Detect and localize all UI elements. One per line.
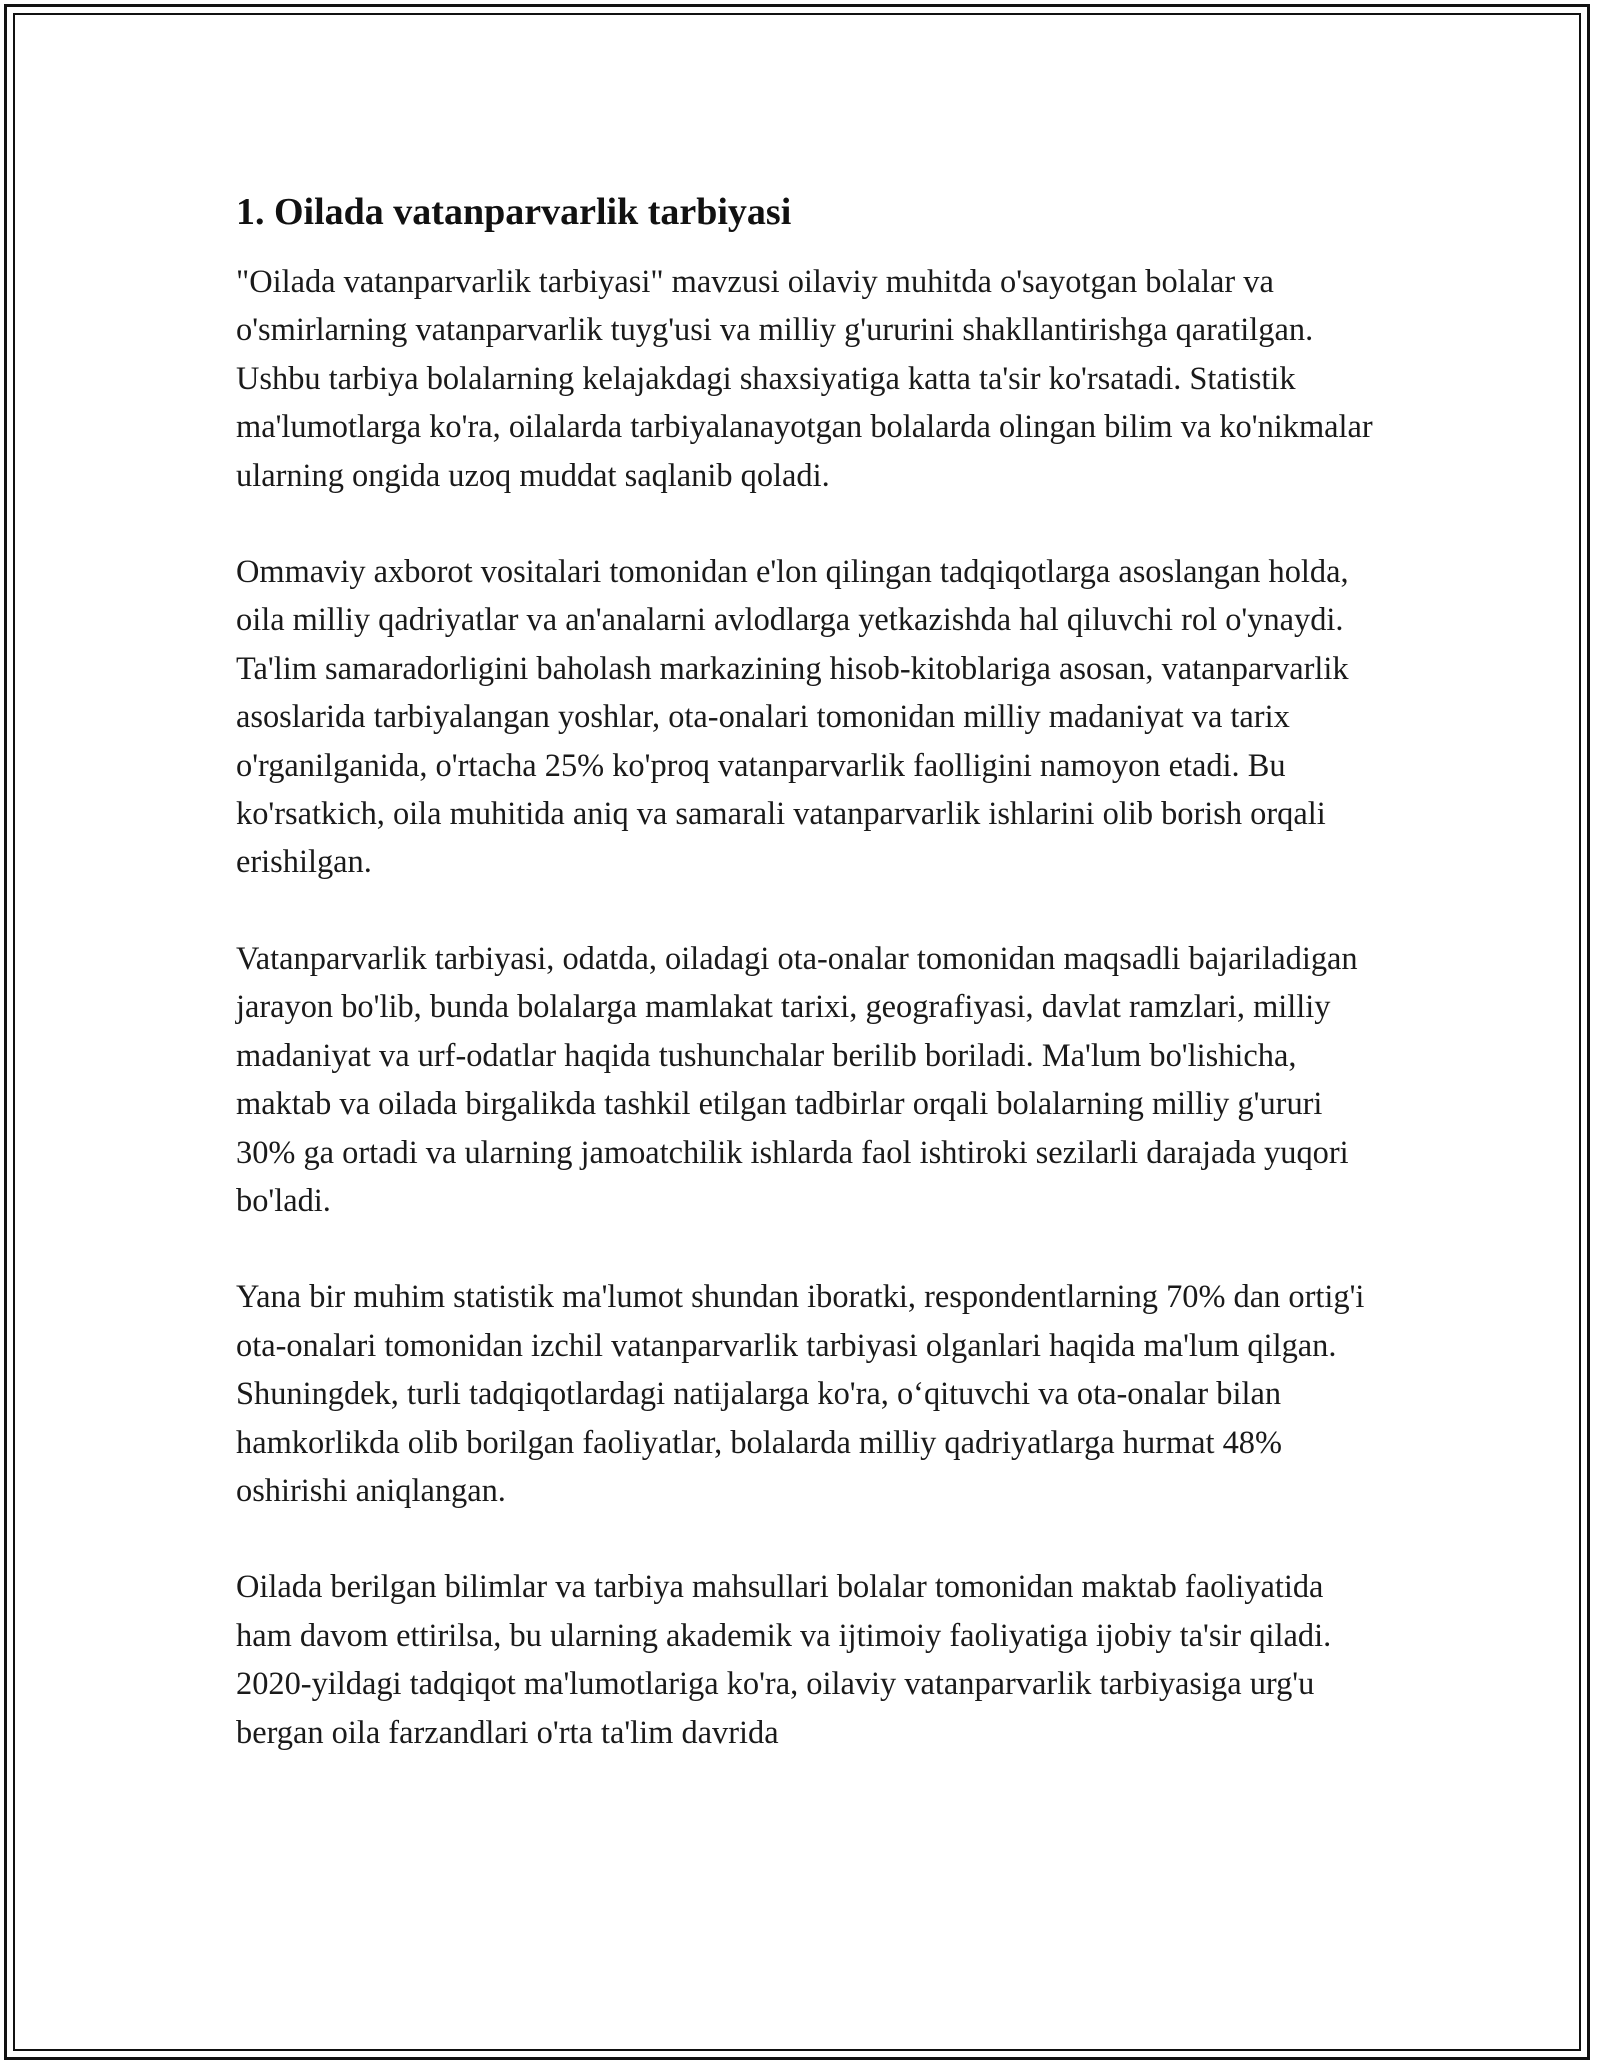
paragraph-5: Oilada berilgan bilimlar va tarbiya mahsullari bolalar tomonidan maktab faoliyatida ham davom ettirilsa, bu ularning akademik va ijtimoiy faoliyatiga ijobiy ta'sir qiladi. 2020-yildagi tadqiqot ma'lumotlariga ko'ra, oilaviy vatanparvarlik tarbiyasiga urg'u bergan oila farzandlari o'rta ta'lim davrida xyxy=(236,1569,1332,1751)
paragraph-4: Yana bir muhim statistik ma'lumot shundan iboratki, respondentlarning 70% dan ortig'i ota-onalari tomonidan izchil vatanparvarlik tarbiyasi olganlari haqida ma'lum qilgan. Shuningdek, turli tadqiqotlardagi natijalarga ko'ra, o‘qituvchi va ota-onalar bilan hamkorlikda olib borilgan faoliyatlar, bolalarda milliy qadriyatlarga hurmat 48% oshirishi aniqlangan. xyxy=(236,1279,1365,1509)
section-heading: 1. Oilada vatanparvarlik tarbiyasi xyxy=(236,191,792,233)
paragraph-1: "Oilada vatanparvarlik tarbiyasi" mavzusi oilaviy muhitda o'sayotgan bolalar va o'smirlarning vatanparvarlik tuyg'usi va milliy g'ururini shakllantirishga qaratilgan. Ushbu tarbiya bolalarning kelajakdagi shaxsiyatiga katta ta'sir ko'rsatadi. Statistik ma'lumotlarga ko'ra, oilalarda tarbiyalanayotgan bolalarda olingan bilim va ko'nikmalar ularning ongida uzoq muddat saqlanib qoladi. xyxy=(236,264,1373,494)
paragraph-3: Vatanparvarlik tarbiyasi, odatda, oiladagi ota-onalar tomonidan maqsadli bajariladigan jarayon bo'lib, bunda bolalarga mamlakat tarixi, geografiyasi, davlat ramzlari, milliy madaniyat va urf-odatlar haqida tushunchalar berilib boriladi. Ma'lum bo'lishicha, maktab va oilada birgalikda tashkil etilgan tadbirlar orqali bolalarning milliy g'ururi 30% ga ortadi va ularning jamoatchilik ishlarda faol ishtiroki sezilarli darajada yuqori bo'ladi. xyxy=(236,940,1358,1219)
paragraph-2: Ommaviy axborot vositalari tomonidan e'lon qilingan tadqiqotlarga asoslangan holda, oila milliy qadriyatlar va an'analarni avlodlarga yetkazishda hal qiluvchi rol o'ynaydi. Ta'lim samaradorligini baholash markazining hisob-kitoblariga asosan, vatanparvarlik asoslarida tarbiyalangan yoshlar, ota-onalari tomonidan milliy madaniyat va tarix o'rganilganida, o'rtacha 25% ko'proq vatanparvarlik faolligini namoyon etadi. Bu ko'rsatkich, oila muhitida aniq va samarali vatanparvarlik ishlarini olib borish orqali erishilgan. xyxy=(236,554,1349,881)
document-body xyxy=(236,188,1376,1805)
